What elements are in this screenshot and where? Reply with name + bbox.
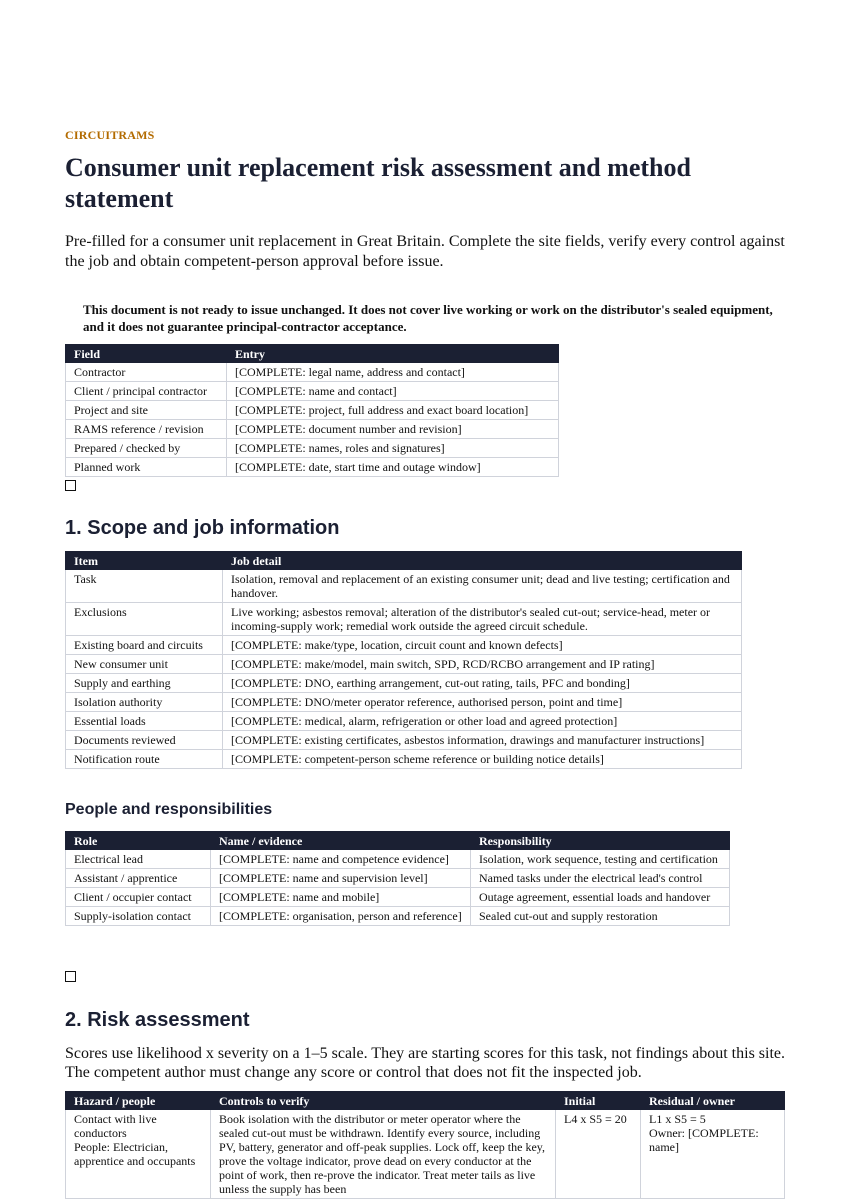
name-evidence-cell: [COMPLETE: organisation, person and reference] xyxy=(211,907,471,926)
controls-cell: Book isolation with the distributor or meter operator where the sealed cut-out must be withdrawn. Identify every source, including PV, battery, generator and off-peak supplies. Lock off, keep the key, prove the voltage indicator, prove dead on every conductor at the point of work, then re-prove the indicator. Treat meter tails as live unless the supply has been xyxy=(211,1110,556,1199)
item-detail: Isolation, removal and replacement of an existing consumer unit; dead and live testing; certification and handover. xyxy=(223,570,742,603)
table-row xyxy=(66,869,730,888)
hazard-cell xyxy=(66,1110,211,1199)
table-row xyxy=(66,850,730,869)
initial-score-cell: L4 x S5 = 20 xyxy=(556,1110,641,1199)
table-header-row xyxy=(66,1092,785,1110)
field-entry: [COMPLETE: name and contact] xyxy=(227,382,559,401)
column-header: Initial xyxy=(556,1092,641,1110)
people-confirm-checkbox[interactable] xyxy=(65,971,76,982)
table-header-row xyxy=(66,832,730,850)
responsibility-cell: Isolation, work sequence, testing and certification xyxy=(471,850,730,869)
item-detail: [COMPLETE: make/model, main switch, SPD, RCD/RCBO arrangement and IP rating] xyxy=(223,655,742,674)
name-evidence-cell: [COMPLETE: name and supervision level] xyxy=(211,869,471,888)
table-row xyxy=(66,907,730,926)
hazard-text: Contact with live conductors xyxy=(74,1112,157,1140)
responsibility-cell: Named tasks under the electrical lead's control xyxy=(471,869,730,888)
risk-table xyxy=(65,1091,785,1199)
field-entry: [COMPLETE: names, roles and signatures] xyxy=(227,439,559,458)
residual-cell xyxy=(641,1110,785,1199)
responsibility-cell: Outage agreement, essential loads and handover xyxy=(471,888,730,907)
table-row xyxy=(66,382,559,401)
column-header: Field xyxy=(66,345,227,363)
section-heading-risk: 2. Risk assessment xyxy=(65,1009,250,1031)
table-row xyxy=(66,636,742,655)
column-header: Job detail xyxy=(223,552,742,570)
subsection-heading-people: People and responsibilities xyxy=(65,801,273,818)
table-row xyxy=(66,1110,785,1199)
item-label: Isolation authority xyxy=(66,693,223,712)
role-cell: Assistant / apprentice xyxy=(66,869,211,888)
table-row xyxy=(66,731,742,750)
table-row xyxy=(66,458,559,477)
table-row xyxy=(66,439,559,458)
role-cell: Client / occupier contact xyxy=(66,888,211,907)
table-header-row xyxy=(66,552,742,570)
table-row xyxy=(66,674,742,693)
people-table xyxy=(65,831,730,926)
role-cell: Electrical lead xyxy=(66,850,211,869)
brand-name: CIRCUITRAMS xyxy=(65,128,155,142)
item-detail: [COMPLETE: medical, alarm, refrigeration or other load and agreed protection] xyxy=(223,712,742,731)
item-detail: Live working; asbestos removal; alteration of the distributor's sealed cut-out; service-head, meter or incoming-supply work; remedial work outside the agreed circuit schedule. xyxy=(223,603,742,636)
field-entry: [COMPLETE: date, start time and outage window] xyxy=(227,458,559,477)
field-label: RAMS reference / revision xyxy=(66,420,227,439)
people-at-risk-text: People: Electrician, apprentice and occupants xyxy=(74,1140,196,1168)
table-row xyxy=(66,603,742,636)
table-row xyxy=(66,693,742,712)
column-header: Role xyxy=(66,832,211,850)
name-evidence-cell: [COMPLETE: name and competence evidence] xyxy=(211,850,471,869)
table-row xyxy=(66,401,559,420)
field-entry: [COMPLETE: legal name, address and contact] xyxy=(227,363,559,382)
item-detail: [COMPLETE: existing certificates, asbestos information, drawings and manufacturer instructions] xyxy=(223,731,742,750)
approval-checkbox[interactable] xyxy=(65,480,76,491)
table-row xyxy=(66,363,559,382)
column-header: Hazard / people xyxy=(66,1092,211,1110)
field-label: Planned work xyxy=(66,458,227,477)
field-label: Client / principal contractor xyxy=(66,382,227,401)
item-detail: [COMPLETE: DNO, earthing arrangement, cut-out rating, tails, PFC and bonding] xyxy=(223,674,742,693)
field-entry: [COMPLETE: document number and revision] xyxy=(227,420,559,439)
table-row xyxy=(66,655,742,674)
table-row xyxy=(66,888,730,907)
column-header: Responsibility xyxy=(471,832,730,850)
field-label: Prepared / checked by xyxy=(66,439,227,458)
table-row xyxy=(66,420,559,439)
item-detail: [COMPLETE: make/type, location, circuit count and known defects] xyxy=(223,636,742,655)
table-row xyxy=(66,750,742,769)
table-row xyxy=(66,712,742,731)
responsibility-cell: Sealed cut-out and supply restoration xyxy=(471,907,730,926)
item-detail: [COMPLETE: DNO/meter operator reference, authorised person, point and time] xyxy=(223,693,742,712)
item-label: Documents reviewed xyxy=(66,731,223,750)
intro-paragraph: Pre-filled for a consumer unit replacement in Great Britain. Complete the site fields, verify every control against the job and obtain competent-person approval before issue. xyxy=(65,233,785,270)
column-header: Residual / owner xyxy=(641,1092,785,1110)
item-label: Supply and earthing xyxy=(66,674,223,693)
item-label: Exclusions xyxy=(66,603,223,636)
column-header: Name / evidence xyxy=(211,832,471,850)
section-heading-scope: 1. Scope and job information xyxy=(65,517,340,539)
item-label: Existing board and circuits xyxy=(66,636,223,655)
field-entry: [COMPLETE: project, full address and exact board location] xyxy=(227,401,559,420)
warning-notice: This document is not ready to issue unchanged. It does not cover live working or work on the distributor's sealed equipment, and it does not guarantee principal-contractor acceptance. xyxy=(83,302,773,334)
role-cell: Supply-isolation contact xyxy=(66,907,211,926)
item-label: New consumer unit xyxy=(66,655,223,674)
item-detail: [COMPLETE: competent-person scheme reference or building notice details] xyxy=(223,750,742,769)
scope-table xyxy=(65,551,742,769)
document-title: Consumer unit replacement risk assessment and method statement xyxy=(65,153,691,213)
table-header-row xyxy=(66,345,559,363)
owner-text: Owner: [COMPLETE: name] xyxy=(649,1126,759,1154)
document-info-table xyxy=(65,344,559,477)
column-header: Item xyxy=(66,552,223,570)
table-row xyxy=(66,570,742,603)
risk-intro-paragraph: Scores use likelihood x severity on a 1–5 scale. They are starting scores for this task, not findings about this site. The competent author must change any score or control that does not fit the inspected job. xyxy=(65,1045,786,1081)
residual-score-text: L1 x S5 = 5 xyxy=(649,1112,706,1126)
item-label: Task xyxy=(66,570,223,603)
field-label: Contractor xyxy=(66,363,227,382)
name-evidence-cell: [COMPLETE: name and mobile] xyxy=(211,888,471,907)
item-label: Notification route xyxy=(66,750,223,769)
item-label: Essential loads xyxy=(66,712,223,731)
column-header: Controls to verify xyxy=(211,1092,556,1110)
field-label: Project and site xyxy=(66,401,227,420)
column-header: Entry xyxy=(227,345,559,363)
